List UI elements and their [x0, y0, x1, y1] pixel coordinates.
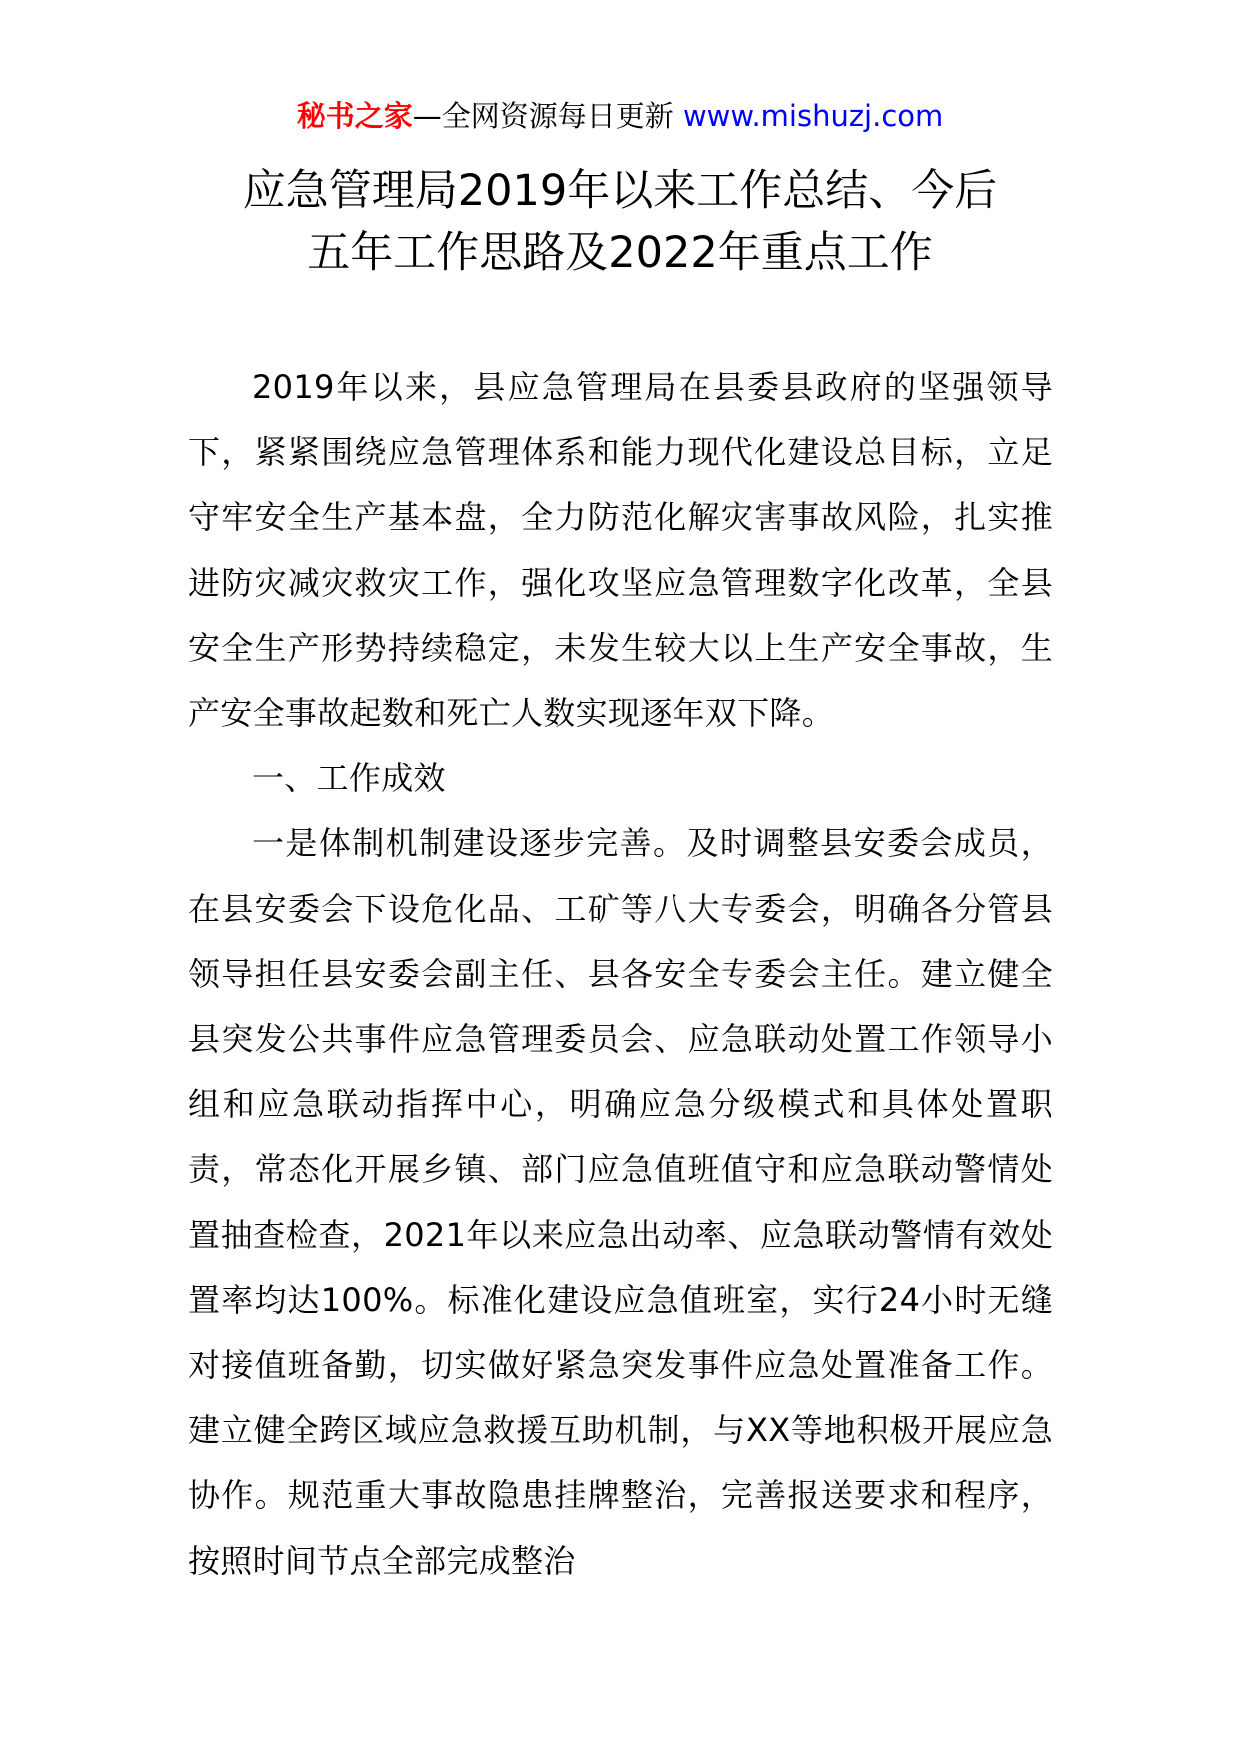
site-banner	[0, 96, 1240, 136]
document-title-line-2: 五年工作思路及2022年重点工作	[307, 228, 933, 278]
site-brand: 秘书之家	[296, 99, 413, 133]
document-title-line-1: 应急管理局2019年以来工作总结、今后	[242, 166, 998, 216]
document-title	[0, 160, 1240, 284]
section-heading-achievements: 一、工作成效	[252, 759, 446, 798]
document-body	[188, 355, 1053, 1594]
point-one-paragraph: 一是体制机制建设逐步完善。及时调整县安委会成员，在县安委会下设危化品、工矿等八大专委会，明确各分管县领导担任县安委会副主任、县各安全专委会主任。建立健全县突发公共事件应急管理委员会、应急联动处置工作领导小组和应急联动指挥中心，明确应急分级模式和具体处置职责，常态化开展乡镇、部门应急值班值守和应急联动警情处置抽查检查，2021年以来应急出动率、应急联动警情有效处置率均达100%。标准化建设应急值班室，实行24小时无缝对接值班备勤，切实做好紧急突发事件应急处置准备工作。建立健全跨区域应急救援互助机制，与XX等地积极开展应急协作。规范重大事故隐患挂牌整治，完善报送要求和程序，按照时间节点全部完成整治	[188, 824, 1053, 1580]
intro-paragraph: 2019年以来，县应急管理局在县委县政府的坚强领导下，紧紧围绕应急管理体系和能力现代化建设总目标，立足守牢安全生产基本盘，全力防范化解灾害事故风险，扎实推进防灾减灾救灾工作，强化攻坚应急管理数字化改革，全县安全生产形势持续稳定，未发生较大以上生产安全事故，生产安全事故起数和死亡人数实现逐年双下降。	[188, 368, 1053, 733]
site-url-link[interactable]: www.mishuzj.com	[682, 99, 944, 133]
site-tagline: —全网资源每日更新	[412, 99, 683, 133]
